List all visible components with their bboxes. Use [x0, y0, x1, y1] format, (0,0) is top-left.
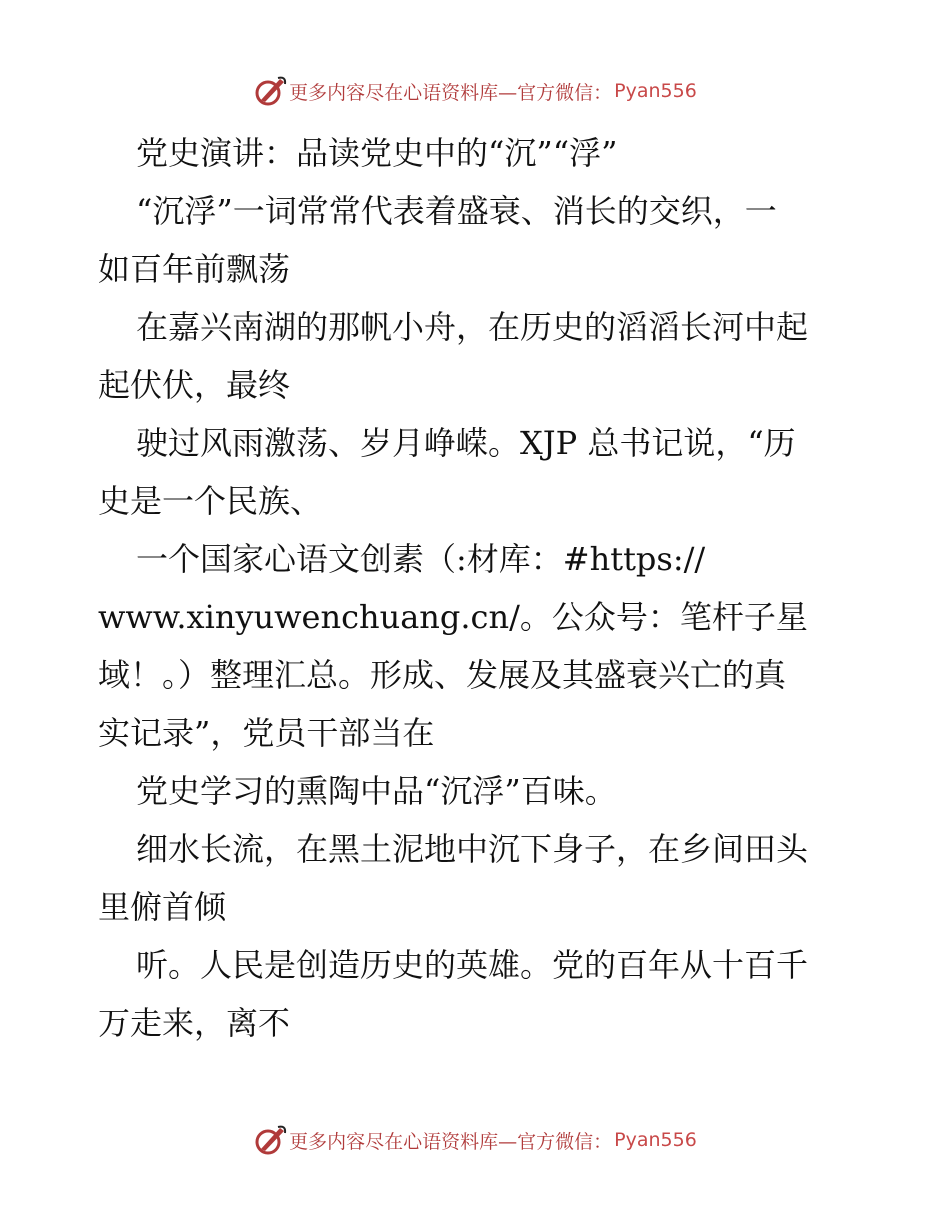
- text-line: 万走来，离不: [98, 1004, 291, 1042]
- quill-logo-icon: [253, 1123, 287, 1157]
- text-line: 起伏伏，最终: [98, 366, 291, 404]
- text-line: 域！。）整理汇总。形成、发展及其盛衰兴亡的真: [98, 656, 787, 694]
- text-line: “沉浮”一词常常代表着盛衰、消长的交织，一: [136, 192, 777, 230]
- watermark-text: 更多内容尽在心语资料库—官方微信：: [289, 81, 613, 104]
- document-body: [98, 124, 858, 1052]
- text-line: 一个国家心语文创素（:材库：#https://: [136, 540, 706, 578]
- text-line: 党史演讲：品读党史中的“沉”“浮”: [136, 134, 618, 172]
- text-line: 史是一个民族、: [98, 482, 323, 520]
- footer-watermark: [0, 1120, 950, 1160]
- watermark-wechat-id: Pyan556: [614, 1129, 697, 1151]
- text-line: 里俯首倾: [98, 888, 227, 926]
- text-line: 驶过风雨激荡、岁月峥嵘。XJP 总书记说，“历: [136, 424, 796, 462]
- text-line: 听。人民是创造历史的英雄。党的百年从十百千: [136, 946, 809, 984]
- text-line: www.xinyuwenchuang.cn/。公众号：笔杆子星: [98, 598, 808, 636]
- text-line: 党史学习的熏陶中品“沉浮”百味。: [136, 772, 617, 810]
- text-line: 实记录”，党员干部当在: [98, 714, 435, 752]
- header-watermark: [0, 71, 950, 111]
- watermark-text: 更多内容尽在心语资料库—官方微信：: [289, 1130, 613, 1153]
- text-line: 细水长流，在黑土泥地中沉下身子，在乡间田头: [136, 830, 809, 868]
- quill-logo-icon: [253, 74, 287, 108]
- text-line: 在嘉兴南湖的那帆小舟，在历史的滔滔长河中起: [136, 308, 809, 346]
- text-line: 如百年前飘荡: [98, 250, 291, 288]
- watermark-wechat-id: Pyan556: [614, 80, 697, 102]
